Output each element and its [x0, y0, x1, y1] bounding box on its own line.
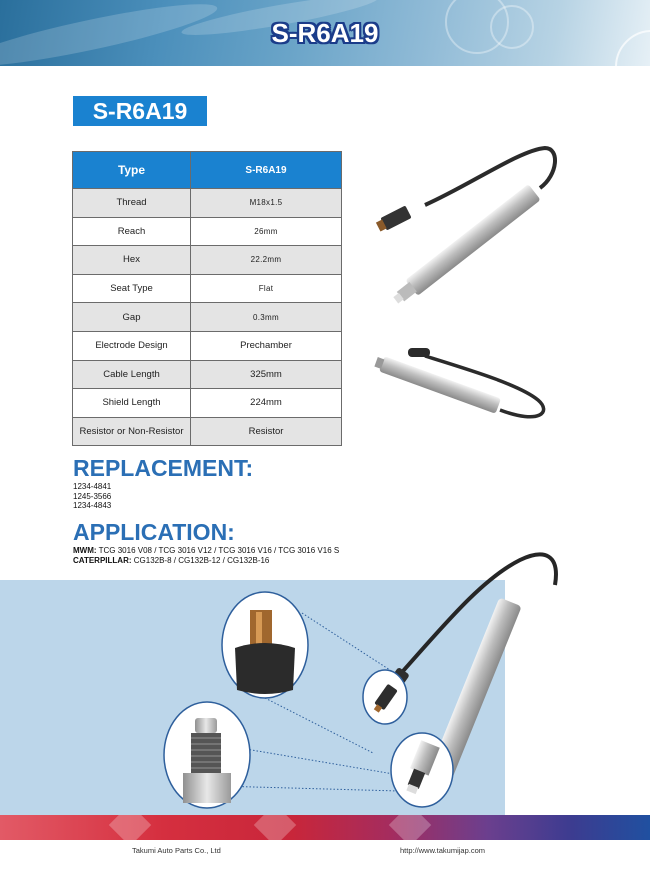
- header-cell-model: S-R6A19: [191, 152, 342, 189]
- spec-label: Thread: [73, 189, 191, 218]
- replacement-title: REPLACEMENT:: [73, 455, 254, 481]
- model-badge: S-R6A19: [73, 96, 207, 126]
- spec-value: 0.3mm: [191, 303, 342, 332]
- spec-label: Hex: [73, 246, 191, 275]
- spec-label: Cable Length: [73, 360, 191, 389]
- spec-label: Seat Type: [73, 274, 191, 303]
- application-models: CG132B-8 / CG132B-12 / CG132B-16: [133, 556, 270, 565]
- spec-value: Resistor: [191, 417, 342, 446]
- spec-value: 22.2mm: [191, 246, 342, 275]
- application-brand: CATERPILLAR:: [73, 556, 132, 565]
- spec-value: Flat: [191, 274, 342, 303]
- spec-label: Shield Length: [73, 389, 191, 418]
- zoom-circle-boot: [222, 592, 308, 698]
- stripe-decoration: [389, 815, 431, 840]
- replacement-item: 1234-4841: [73, 482, 112, 491]
- spec-label: Reach: [73, 217, 191, 246]
- replacement-item: 1245-3566: [73, 491, 112, 501]
- zoom-circle-spark-plug: [164, 702, 250, 808]
- spec-label: Resistor or Non-Resistor: [73, 417, 191, 446]
- spec-value: 26mm: [191, 217, 342, 246]
- spec-value: 325mm: [191, 360, 342, 389]
- stripe-decoration: [254, 815, 296, 840]
- footer-website-link[interactable]: http://www.takumijap.com: [400, 846, 486, 855]
- footer-company: Takumi Auto Parts Co., Ltd: [132, 846, 221, 855]
- application-models: TCG 3016 V08 / TCG 3016 V12 / TCG 3016 V16 / TCG 3016 V16 S: [98, 546, 340, 555]
- spec-value: Prechamber: [191, 331, 342, 360]
- spec-label: Electrode Design: [73, 331, 191, 360]
- header-cell-type: Type: [73, 152, 191, 189]
- zoom-circle-shield-tip: [391, 733, 453, 807]
- stripe-decoration: [109, 815, 151, 840]
- spec-value: M18x1.5: [191, 189, 342, 218]
- application-title: APPLICATION:: [73, 519, 235, 545]
- footer-stripe: [0, 815, 650, 840]
- replacement-item: 1234-4843: [73, 501, 112, 510]
- banner-title: S-R6A19: [271, 18, 379, 48]
- application-brand: MWM:: [73, 546, 97, 555]
- spec-value: 224mm: [191, 389, 342, 418]
- spec-label: Gap: [73, 303, 191, 332]
- zoom-circle-connector: [363, 670, 407, 724]
